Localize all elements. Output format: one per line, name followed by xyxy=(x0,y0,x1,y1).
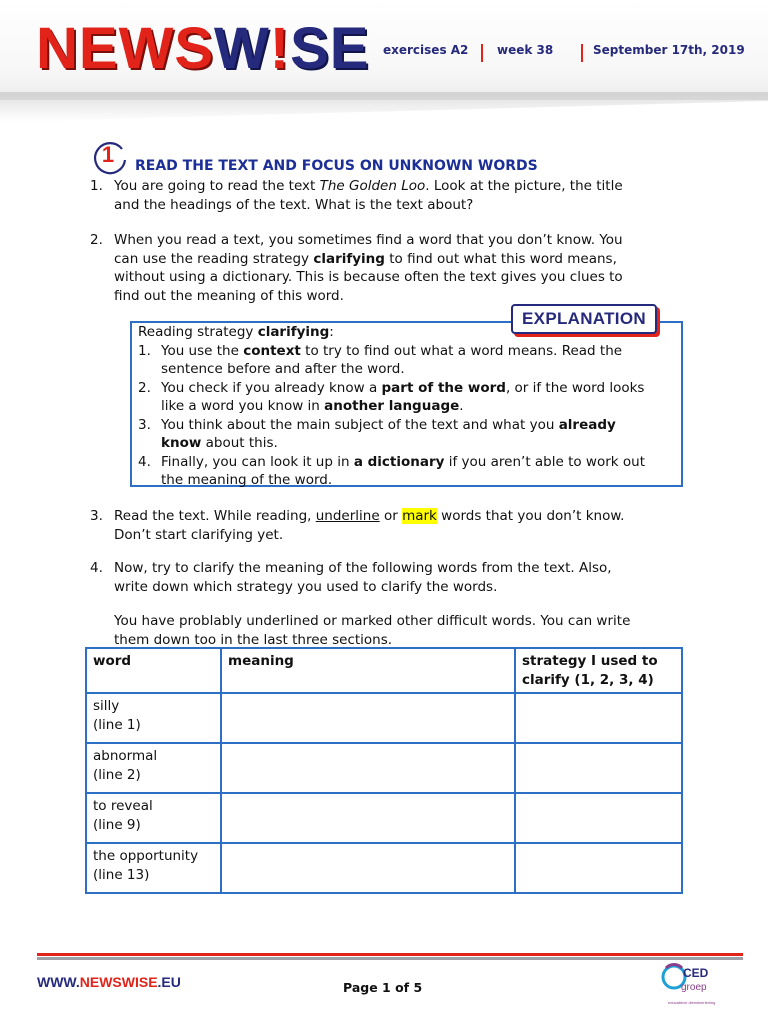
page-indicator: Page 1 of 5 xyxy=(343,980,423,995)
ced-logo-sub: groep xyxy=(681,982,707,993)
word-cell: abnormal (line 2) xyxy=(86,743,221,793)
question-number: 4. xyxy=(90,560,103,576)
question-text-line: can use the reading strategy clarifying to find out what this word means, xyxy=(114,250,617,267)
question-1 xyxy=(90,177,690,214)
footer-divider-grey xyxy=(37,957,743,960)
table-row xyxy=(86,693,682,743)
mark-example: mark xyxy=(402,508,437,524)
header-exercises: exercises A2 xyxy=(383,43,469,57)
logo-se: SE xyxy=(290,16,370,81)
newswise-logo xyxy=(36,14,369,84)
section-number: 1 xyxy=(101,142,115,167)
vocabulary-table xyxy=(85,647,683,894)
ced-logo-name: CED xyxy=(683,966,709,980)
strategy-item: 4. Finally, you can look it up in a dictionary if you aren’t able to work out the meaning of the word. xyxy=(138,453,646,488)
strategy-cell[interactable] xyxy=(515,793,682,843)
strategy-item: 2. You check if you already know a part of the word, or if the word looks like a word you know in another language. xyxy=(138,379,645,414)
question-text-line: find out the meaning of this word. xyxy=(114,287,344,304)
logo-news: NEWS xyxy=(36,16,214,81)
section-number-badge xyxy=(92,140,124,172)
meaning-cell[interactable] xyxy=(221,693,515,743)
table-header-row xyxy=(86,648,682,693)
column-header-word: word xyxy=(86,648,221,693)
question-text-line: Now, try to clarify the meaning of the following words from the text. Also, xyxy=(114,560,612,576)
ced-logo-tagline: educatieve dienstverlening xyxy=(668,1000,716,1005)
meaning-cell[interactable] xyxy=(221,793,515,843)
question-text-line: and the headings of the text. What is the text about? xyxy=(114,196,474,213)
logo-w: W xyxy=(214,16,270,81)
question-3 xyxy=(90,507,690,544)
question-text-line: without using a dictionary. This is because often the text gives you clues to xyxy=(114,269,623,285)
strategy-cell[interactable] xyxy=(515,693,682,743)
footer-website-link[interactable]: WWW.NEWSWISE.EU xyxy=(37,974,181,990)
header-separator xyxy=(581,44,583,62)
strategy-item: 3. You think about the main subject of the text and what you already know about this. xyxy=(138,416,616,451)
meaning-cell[interactable] xyxy=(221,743,515,793)
table-row xyxy=(86,793,682,843)
logo-exclamation: ! xyxy=(269,16,291,81)
header-separator xyxy=(481,44,483,62)
header-date: September 17th, 2019 xyxy=(593,43,745,57)
column-header-strategy: strategy I used to clarify (1, 2, 3, 4) xyxy=(515,648,682,693)
header-shadow xyxy=(0,92,768,122)
question-number: 3. xyxy=(90,508,103,524)
strategy-item: 1. You use the context to try to find out what a word means. Read the sentence before and after the word. xyxy=(138,342,623,377)
question-4 xyxy=(90,559,690,649)
meaning-cell[interactable] xyxy=(221,843,515,893)
explanation-badge: EXPLANATION xyxy=(511,304,657,334)
question-text-line: them down too in the last three sections. xyxy=(114,631,393,648)
word-cell: to reveal (line 9) xyxy=(86,793,221,843)
question-text-line: When you read a text, you sometimes find a word that you don’t know. You xyxy=(114,232,623,248)
strategy-cell[interactable] xyxy=(515,743,682,793)
question-number: 1. xyxy=(90,178,103,194)
header-week: week 38 xyxy=(497,43,554,57)
text-title: The Golden Loo xyxy=(319,178,426,194)
question-text-line: You are going to read the text The Golden Loo. Look at the picture, the title xyxy=(114,178,623,194)
question-2 xyxy=(90,231,690,305)
column-header-meaning: meaning xyxy=(221,648,515,693)
section-title: READ THE TEXT AND FOCUS ON UNKNOWN WORDS xyxy=(135,158,538,174)
strategy-cell[interactable] xyxy=(515,843,682,893)
question-number: 2. xyxy=(90,232,103,248)
table-row xyxy=(86,743,682,793)
explanation-intro: Reading strategy clarifying: xyxy=(138,324,334,340)
footer-divider-red xyxy=(37,953,743,956)
question-text-line: You have problably underlined or marked other difficult words. You can write xyxy=(114,613,631,629)
word-cell: silly (line 1) xyxy=(86,693,221,743)
word-cell: the opportunity (line 13) xyxy=(86,843,221,893)
question-text-line: Read the text. While reading, underline or mark words that you don’t know. xyxy=(114,508,625,524)
explanation-content xyxy=(138,323,683,490)
table-row xyxy=(86,843,682,893)
question-text-line: Don’t start clarifying yet. xyxy=(114,526,284,543)
underline-example: underline xyxy=(315,508,380,524)
question-text-line: write down which strategy you used to clarify the words. xyxy=(114,578,498,595)
